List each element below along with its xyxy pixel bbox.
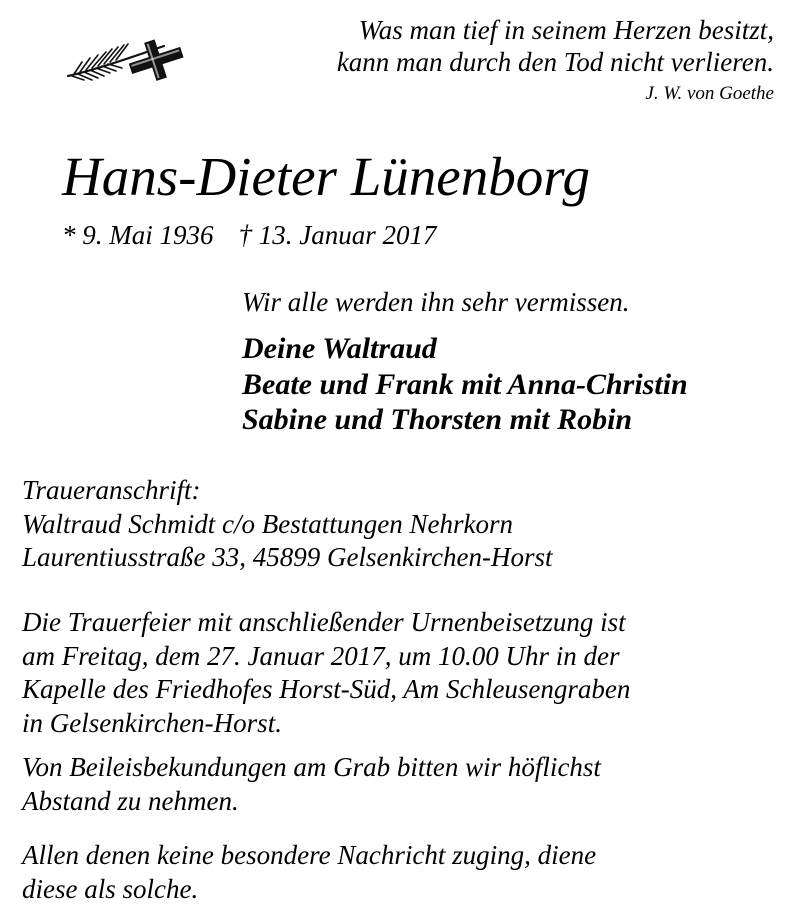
- notice-line: Allen denen keine besondere Nachricht zuging, diene: [22, 840, 597, 870]
- farewell-line: Wir alle werden ihn sehr vermissen.: [242, 287, 630, 317]
- condolence-paragraph: [22, 751, 601, 818]
- birth-date: * 9. Mai 1936: [62, 220, 214, 250]
- condolence-line: Abstand zu nehmen.: [22, 785, 239, 816]
- quote-author: J. W. von Goethe: [645, 83, 774, 104]
- mourner-line: Sabine und Thorsten mit Robin: [242, 403, 633, 436]
- ceremony-paragraph: [22, 606, 630, 740]
- deceased-name: Hans-Dieter Lünenborg: [62, 146, 591, 207]
- ceremony-line: am Freitag, dem 27. Januar 2017, um 10.00 Uhr in der: [22, 640, 620, 671]
- ceremony-line: Die Trauerfeier mit anschließender Urnenbeisetzung ist: [22, 607, 626, 637]
- notice-paragraph: [22, 839, 596, 906]
- life-dates: [62, 218, 437, 252]
- quote-line: kann man durch den Tod nicht verlieren.: [336, 47, 774, 77]
- mourning-address: [22, 474, 552, 575]
- address-line: Laurentiusstraße 33, 45899 Gelsenkirchen-Horst: [22, 542, 553, 572]
- address-line: Waltraud Schmidt c/o Bestattungen Nehrkorn: [22, 508, 513, 539]
- mourner-line: Deine Waltraud: [242, 332, 437, 365]
- mourners-list: [242, 331, 688, 438]
- mourner-line: Beate und Frank mit Anna-Christin: [242, 367, 688, 401]
- palm-branch-cross-icon: [64, 30, 192, 88]
- death-date: † 13. Januar 2017: [238, 220, 437, 250]
- condolence-line: Von Beileisbekundungen am Grab bitten wir höflichst: [22, 752, 601, 782]
- ceremony-line: in Gelsenkirchen-Horst.: [22, 707, 282, 738]
- quote-line: Was man tief in seinem Herzen besitzt,: [358, 15, 774, 45]
- goethe-quote: [337, 14, 774, 108]
- notice-line: diese als solche.: [22, 873, 199, 904]
- address-label: Traueranschrift:: [22, 475, 201, 505]
- ceremony-line: Kapelle des Friedhofes Horst-Süd, Am Schleusengraben: [22, 674, 631, 704]
